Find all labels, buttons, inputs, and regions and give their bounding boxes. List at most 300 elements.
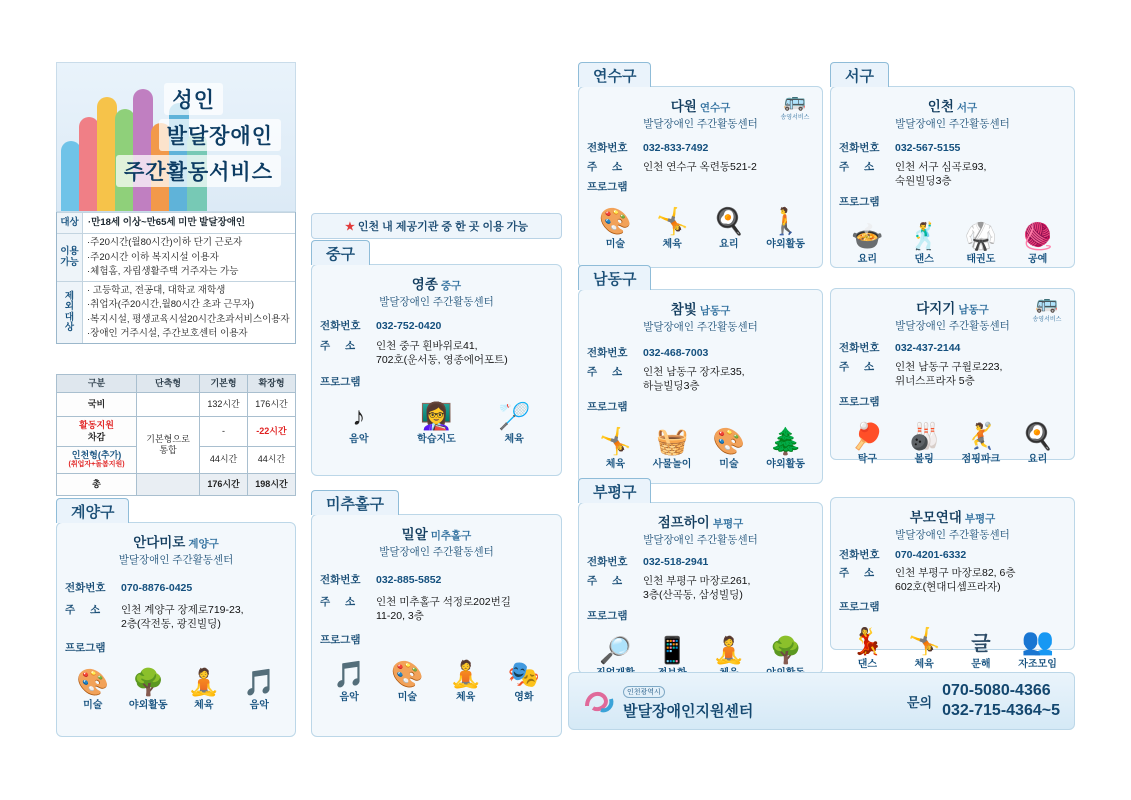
program-item <box>759 625 813 679</box>
center-tel-row <box>587 346 814 360</box>
center-addr-row <box>587 160 814 174</box>
program-caption: 사물놀이 <box>652 458 692 470</box>
center-card-dawon <box>578 86 823 268</box>
eligibility-use-row <box>57 233 295 281</box>
program-caption: 체육 <box>455 691 476 703</box>
eligibility-use-label-2: 가능 <box>60 256 79 268</box>
eligibility-use-item: ·체험홈, 자립생활주택 거주자는 가능 <box>87 265 239 277</box>
music-note-icon: 🎵 <box>243 666 276 697</box>
center-addr-row <box>839 360 1066 388</box>
addr-label: 주 소 <box>839 361 881 374</box>
center-title <box>839 95 1066 115</box>
hours-table-header-row <box>57 375 296 393</box>
hours-cell: 44시간 <box>200 446 248 473</box>
outdoor-icon: 🌲 <box>769 425 802 456</box>
music-note-icon: ♪ <box>352 400 366 431</box>
taekwondo-icon: 🥋 <box>964 220 998 251</box>
center-region: 남동구 <box>699 305 731 317</box>
eligibility-use-label <box>57 234 83 281</box>
program-item <box>840 616 894 670</box>
section-tab-namdonggu: 남동구 <box>578 265 651 290</box>
eligibility-exclude-row <box>57 281 295 343</box>
center-name: 부모연대 <box>909 510 962 525</box>
tel-value[interactable]: 032-833-7492 <box>643 142 709 154</box>
exclude-char: 외 <box>64 301 75 313</box>
center-logo-icon <box>583 686 617 716</box>
addr-line: 인천 중구 흰바위로41, <box>376 340 478 353</box>
program-item <box>702 625 756 679</box>
palette-icon: 🎨 <box>76 666 109 697</box>
hours-cell: 176시간 <box>248 393 296 417</box>
addr-label: 주 소 <box>65 604 107 617</box>
program-icons <box>320 391 553 445</box>
tel-label: 전화번호 <box>587 142 628 154</box>
tel-value[interactable]: 032-518-2941 <box>643 556 709 568</box>
program-item <box>897 411 951 465</box>
bus-icon: 🚌 <box>783 91 807 111</box>
tel-label: 전화번호 <box>839 549 880 561</box>
program-item <box>954 616 1008 670</box>
notice-text: 인천 내 제공기관 중 한 곳 이용 가능 <box>357 221 529 233</box>
program-caption: 미술 <box>397 691 418 703</box>
program-caption: 체육 <box>662 239 682 251</box>
eligibility-use-item: ·주20시간(월80시간)이하 단기 근로자 <box>87 237 243 249</box>
center-tel-row <box>839 548 1066 562</box>
addr-label: 주 소 <box>839 161 881 174</box>
inquiry-label: 문의 <box>906 694 933 710</box>
tel-value[interactable]: 070-4201-6332 <box>895 549 967 561</box>
program-caption: 댄스 <box>857 658 878 670</box>
craft-icon: 🧶 <box>1021 220 1054 251</box>
center-region: 부평구 <box>964 513 996 525</box>
shuttle-service-badge <box>1026 293 1068 323</box>
addr-line: 602호(현대디셈프라자) <box>895 581 1001 594</box>
hours-th: 기본형 <box>200 375 248 393</box>
center-subtitle: 발달장애인 주간활동센터 <box>643 118 758 130</box>
program-item <box>67 657 119 711</box>
program-caption: 태권도 <box>966 253 996 265</box>
program-item <box>1011 211 1065 265</box>
center-region: 계양구 <box>188 538 219 550</box>
section-junggu <box>311 240 562 476</box>
bowling-icon: 🎳 <box>907 420 941 451</box>
center-card-bumoyeondae <box>830 497 1075 670</box>
program-label: 프로그램 <box>839 395 880 408</box>
program-item <box>645 625 699 679</box>
center-region: 연수구 <box>699 102 731 114</box>
program-item <box>1011 411 1065 465</box>
sensory-play-icon: 🧺 <box>655 425 689 456</box>
footer-contact-bar <box>568 672 1075 730</box>
tree-icon: 🌳 <box>132 666 165 697</box>
center-addr-row <box>839 566 1066 594</box>
program-caption: 댄스 <box>914 253 934 265</box>
program-icons <box>839 411 1066 465</box>
exercise-icon: 🧘 <box>712 634 746 665</box>
eligibility-table <box>56 212 296 344</box>
eligibility-exclude-label <box>57 282 83 343</box>
center-region: 미추홀구 <box>430 530 472 542</box>
section-bupyeonggu <box>578 478 823 674</box>
addr-line: 11-20, 3층 <box>376 610 424 623</box>
addr-line: 하늘빌딩3층 <box>643 380 700 393</box>
program-item <box>322 649 376 703</box>
program-caption: 미술 <box>605 239 626 251</box>
program-caption: 체육 <box>504 433 524 445</box>
shuttle-service-badge <box>774 91 816 121</box>
section-tab-michuholgu: 미추홀구 <box>311 490 399 515</box>
program-icons <box>320 649 553 703</box>
hours-row-label: 국비 <box>57 393 137 417</box>
center-title <box>839 506 1066 526</box>
addr-value <box>376 339 553 367</box>
addr-value <box>895 360 1066 388</box>
section-seogu <box>830 62 1075 268</box>
addr-value <box>121 603 287 631</box>
section-tab-bupyeonggu: 부평구 <box>578 478 651 503</box>
program-caption: 체육 <box>194 699 214 711</box>
program-caption: 미술 <box>719 458 739 470</box>
center-addr-row <box>839 160 1066 188</box>
exercise-icon: 🤸 <box>907 625 941 656</box>
music-note-icon: 🎵 <box>332 658 366 689</box>
addr-label: 주 소 <box>320 596 362 609</box>
palette-icon: 🎨 <box>712 425 746 456</box>
program-label: 프로그램 <box>839 195 880 208</box>
program-caption: 볼링 <box>914 453 934 465</box>
program-caption: 요리 <box>1027 453 1048 465</box>
program-label: 프로그램 <box>320 375 361 388</box>
center-name: 다지기 <box>916 301 956 316</box>
program-item <box>486 391 542 445</box>
addr-line: 인천 남동구 구월로223, <box>895 361 1003 374</box>
section-michuholgu <box>311 490 562 737</box>
palette-icon: 🎨 <box>599 206 632 237</box>
program-label: 프로그램 <box>587 609 628 622</box>
hours-row-label-2: (취업자+돌봄지원) <box>68 461 125 468</box>
center-tel-row <box>839 341 1066 355</box>
tel-label: 전화번호 <box>320 574 361 586</box>
center-subtitle: 발달장애인 주간활동센터 <box>895 320 1010 332</box>
program-item <box>759 416 813 470</box>
program-label: 프로그램 <box>320 633 361 646</box>
tel-value[interactable]: 032-437-2144 <box>895 342 961 354</box>
program-caption: 야외활동 <box>128 699 168 711</box>
center-card-incheon-seogu <box>830 86 1075 268</box>
program-caption: 탁구 <box>857 453 878 465</box>
exclude-char: 제 <box>64 290 75 302</box>
shuttle-label: 송영서비스 <box>780 115 810 121</box>
center-tel-row <box>839 141 1066 155</box>
exercise-icon: 🤸 <box>655 206 689 237</box>
eligibility-exclude-item: · 고등학교, 전공대, 대학교 재학생 <box>87 285 226 296</box>
exclude-char: 대 <box>64 311 75 323</box>
program-caption: 음악 <box>249 699 269 711</box>
poster-title-line-2: 발달장애인 <box>159 119 281 151</box>
cooking-icon: 🍲 <box>851 220 884 251</box>
center-region: 남동구 <box>958 304 989 316</box>
smartphone-icon: 📱 <box>655 634 689 665</box>
program-icons <box>587 625 814 679</box>
exercise-icon: 🤸 <box>599 425 632 456</box>
center-title <box>587 298 814 318</box>
addr-line: 인천 연수구 옥련동521-2 <box>643 161 757 174</box>
program-item <box>380 649 434 703</box>
eligibility-target-label: 대상 <box>57 213 83 233</box>
city-badge: 인천광역시 <box>623 686 665 698</box>
center-card-andamiro <box>56 522 296 737</box>
center-tel-row <box>320 573 553 587</box>
exercise-icon: 🧘 <box>449 658 482 689</box>
bus-icon: 🚌 <box>1035 293 1059 313</box>
program-label: 프로그램 <box>839 600 880 613</box>
program-icons <box>65 657 287 711</box>
addr-line: 인천 부평구 마장로82, 6층 <box>895 567 1016 580</box>
group-icon: 👥 <box>1021 625 1054 656</box>
center-name: 점프하이 <box>657 515 710 530</box>
eligibility-exclude-item: ·취업자(주20시간,월80시간 초과 근무자) <box>87 299 255 311</box>
trampoline-icon: 🤾 <box>964 420 998 451</box>
center-subtitle: 발달장애인 주간활동센터 <box>118 554 234 566</box>
program-item <box>897 616 951 670</box>
program-item <box>702 416 756 470</box>
section-tab-junggu: 중구 <box>311 240 370 265</box>
org-name: 발달장애인지원센터 <box>623 703 754 720</box>
tel-value[interactable]: 032-468-7003 <box>643 347 709 359</box>
program-caption: 체육 <box>605 458 626 470</box>
center-addr-row <box>320 339 553 367</box>
program-caption: 체육 <box>914 658 934 670</box>
center-subtitle: 발달장애인 주간활동센터 <box>379 546 494 558</box>
palette-icon: 🎨 <box>391 658 424 689</box>
section-tab-yeonsugu: 연수구 <box>578 62 651 87</box>
hours-table <box>56 374 296 496</box>
section-gyeyanggu <box>56 498 296 737</box>
tel-label: 전화번호 <box>587 347 628 359</box>
addr-label: 주 소 <box>587 161 629 174</box>
program-item <box>954 211 1008 265</box>
program-item <box>897 211 951 265</box>
addr-label: 주 소 <box>587 575 629 588</box>
table-tennis-icon: 🏓 <box>851 420 884 451</box>
exercise-icon: 🧘 <box>187 666 220 697</box>
center-name: 인천 <box>927 99 954 114</box>
dance-icon: 🕺 <box>907 220 941 251</box>
tel-label: 전화번호 <box>320 320 361 332</box>
center-name: 참빛 <box>670 302 697 317</box>
cooking-icon: 🍳 <box>712 206 746 237</box>
program-item <box>588 625 642 679</box>
center-addr-row <box>587 574 814 602</box>
program-item <box>331 391 387 445</box>
hours-row-label <box>57 446 137 473</box>
hours-cell <box>137 393 200 417</box>
hours-cell-merged <box>137 417 200 474</box>
center-addr-row <box>320 595 553 623</box>
section-tab-seogu: 서구 <box>830 62 889 87</box>
hours-cell: -22시간 <box>248 417 296 447</box>
poster-banner <box>56 62 296 212</box>
program-icons <box>587 416 814 470</box>
center-card-miral <box>311 514 562 737</box>
tel-value[interactable]: 032-885-5852 <box>376 574 442 586</box>
program-item <box>954 411 1008 465</box>
section-tab-gyeyanggu: 계양구 <box>56 498 129 523</box>
table-row <box>57 417 296 447</box>
center-subtitle: 발달장애인 주간활동센터 <box>895 118 1010 130</box>
tel-value[interactable]: 032-752-0420 <box>376 320 442 332</box>
center-card-dajigi <box>830 288 1075 465</box>
program-label: 프로그램 <box>587 400 628 413</box>
program-caption: 음악 <box>349 433 369 445</box>
inquiry-phone[interactable]: 032-715-4364~5 <box>942 702 1060 719</box>
center-tel-row <box>587 555 814 569</box>
tel-value[interactable]: 032-567-5155 <box>895 142 961 154</box>
program-caption: 문해 <box>971 658 991 670</box>
tel-label: 전화번호 <box>587 556 628 568</box>
program-item <box>840 211 894 265</box>
center-addr-row <box>587 365 814 393</box>
poster-title-line-3: 주간활동서비스 <box>116 155 281 187</box>
table-row <box>57 393 296 417</box>
program-item <box>408 391 464 445</box>
program-icons <box>839 616 1066 670</box>
teacher-icon: 👩‍🏫 <box>420 400 453 431</box>
program-caption: 공예 <box>1027 253 1048 265</box>
tel-label: 전화번호 <box>839 342 880 354</box>
center-subtitle: 발달장애인 주간활동센터 <box>643 321 758 333</box>
program-item <box>588 196 642 250</box>
addr-line: 인천 계양구 장제로719-23, <box>121 604 244 617</box>
center-title <box>65 531 287 551</box>
tel-label: 전화번호 <box>839 142 880 154</box>
program-label: 프로그램 <box>587 181 628 194</box>
program-caption: 야외활동 <box>766 239 805 251</box>
addr-line: 인천 서구 심곡로93, <box>895 161 987 174</box>
program-caption: 점핑파크 <box>961 453 1001 465</box>
tel-value[interactable]: 070-8876-0425 <box>121 582 193 594</box>
program-caption: 영화 <box>514 691 534 703</box>
center-wrap-dajigi <box>830 288 1075 465</box>
eligibility-exclude-item: ·장애인 거주시설, 주간보호센터 이용자 <box>87 327 248 339</box>
addr-line: 3층(산곡동, 삼성빌딩) <box>643 589 743 602</box>
addr-value <box>376 595 553 623</box>
theater-icon: 🎭 <box>507 658 541 689</box>
hours-th: 구분 <box>57 375 137 393</box>
center-region: 부평구 <box>712 518 744 530</box>
program-icons <box>839 211 1066 265</box>
addr-line: 인천 부평구 마장로261, <box>643 575 751 588</box>
hours-cell-line-1: 기본형으로 <box>146 433 190 444</box>
program-icons <box>587 196 814 250</box>
eligibility-exclude-items <box>83 282 295 343</box>
hours-cell-line-2: 통합 <box>159 445 177 455</box>
program-item <box>588 416 642 470</box>
addr-value <box>643 160 814 174</box>
hours-row-label-2: 차감 <box>87 431 106 442</box>
addr-label: 주 소 <box>320 340 362 353</box>
program-caption: 음악 <box>339 691 359 703</box>
center-card-chambit <box>578 289 823 484</box>
program-item <box>840 411 894 465</box>
table-row <box>57 473 296 495</box>
center-name: 다원 <box>670 99 697 114</box>
eligibility-use-items <box>83 234 295 281</box>
addr-line: 숙원빌딩3층 <box>895 175 952 188</box>
center-subtitle: 발달장애인 주간활동센터 <box>895 529 1010 541</box>
shuttle-label: 송영서비스 <box>1032 317 1062 323</box>
eligibility-use-item: ·주20시간 이하 복지시설 이용자 <box>87 251 219 263</box>
hours-cell: - <box>200 417 248 447</box>
eligibility-target-text: ·만18세 이상~만65세 미만 발달장애인 <box>88 217 246 228</box>
program-caption: 미술 <box>83 699 103 711</box>
footer-logo <box>583 681 907 721</box>
addr-line: 702호(운서동, 영종에어포트) <box>376 354 508 367</box>
hours-row-label-1: 인천형(추가) <box>71 449 122 460</box>
hours-cell: 44시간 <box>248 446 296 473</box>
program-item <box>1011 616 1065 670</box>
addr-line: 인천 남동구 장자로35, <box>643 366 745 379</box>
addr-label: 주 소 <box>839 567 881 580</box>
addr-value <box>895 566 1066 594</box>
hours-cell: 176시간 <box>200 473 248 495</box>
addr-value <box>895 160 1066 188</box>
center-subtitle: 발달장애인 주간활동센터 <box>643 534 758 546</box>
center-region: 서구 <box>956 102 978 114</box>
center-name: 밀알 <box>401 527 428 542</box>
eligibility-target-row <box>57 212 295 233</box>
outdoor-icon: 🚶 <box>769 206 802 237</box>
hours-row-label: 총 <box>57 473 137 495</box>
cooking-icon: 🍳 <box>1021 420 1054 451</box>
eligibility-use-label-1: 이용 <box>60 246 79 258</box>
footer-org <box>623 681 753 721</box>
tel-label: 전화번호 <box>65 582 106 594</box>
hours-th: 확장형 <box>248 375 296 393</box>
program-caption: 요리 <box>857 253 878 265</box>
program-item <box>645 196 699 250</box>
program-caption: 요리 <box>719 239 739 251</box>
addr-line: 인천 미추홀구 석정로202번길 <box>376 596 511 609</box>
center-name: 영종 <box>411 277 438 292</box>
center-tel-row <box>65 581 287 595</box>
notice-banner <box>311 213 562 239</box>
inquiry-phone[interactable]: 070-5080-4366 <box>942 682 1051 699</box>
section-yeonsugu <box>578 62 823 268</box>
addr-value <box>643 365 814 393</box>
badminton-icon: 🏸 <box>497 400 531 431</box>
program-item <box>645 416 699 470</box>
inquiry-phones <box>942 681 1060 721</box>
hours-cell: 198시간 <box>248 473 296 495</box>
dance-icon: 💃 <box>851 625 884 656</box>
program-caption: 야외활동 <box>766 458 805 470</box>
program-caption: 자조모임 <box>1018 658 1057 670</box>
addr-label: 주 소 <box>587 366 629 379</box>
program-item <box>497 649 551 703</box>
center-tel-row <box>587 141 814 155</box>
program-item <box>702 196 756 250</box>
reading-icon: 글 <box>971 632 991 655</box>
hours-row-label-1: 활동지원 <box>79 420 114 431</box>
job-rehab-icon: 🔎 <box>599 634 632 665</box>
center-name: 안다미로 <box>133 535 186 550</box>
outdoor-icon: 🌳 <box>769 634 802 665</box>
hours-row-label <box>57 417 137 447</box>
program-item <box>439 649 493 703</box>
center-title <box>320 273 553 293</box>
center-subtitle: 발달장애인 주간활동센터 <box>379 296 494 308</box>
